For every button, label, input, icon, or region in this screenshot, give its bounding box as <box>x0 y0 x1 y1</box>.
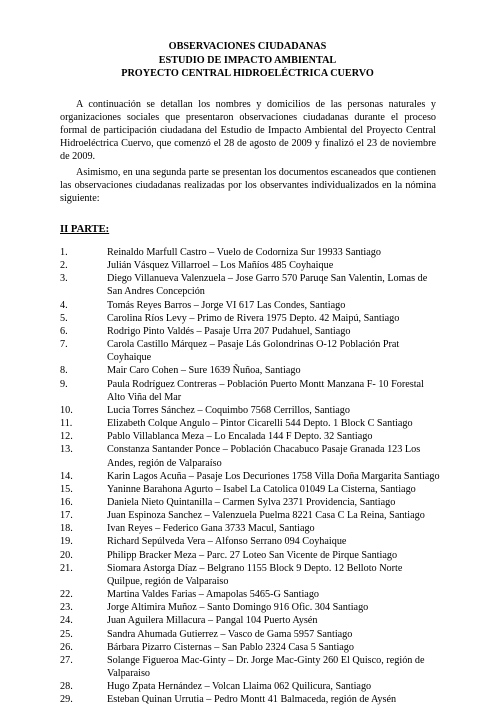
list-item <box>60 378 440 404</box>
item-text: Siomara Astorga Díaz – Belgrano 1155 Block 9 Depto. 12 Belloto Norte Quilpue, región de Valparaiso <box>107 562 403 587</box>
item-text: Carola Castillo Márquez – Pasaje Lás Golondrinas O-12 Población Prat Coyhaique <box>107 339 400 364</box>
list-item <box>60 588 440 601</box>
item-text: Sandra Ahumada Gutierrez – Vasco de Gama 5957 Santiago <box>107 628 353 640</box>
item-number: 26. <box>60 641 73 653</box>
item-number: 12. <box>60 431 73 443</box>
list-item <box>60 325 440 338</box>
item-text: Mair Caro Cohen – Sure 1639 Ñuñoa, Santiago <box>107 365 301 377</box>
list-item <box>60 272 440 298</box>
item-text: Carolina Ríos Levy – Primo de Rivera 1975 Depto. 42 Maipú, Santiago <box>107 312 400 324</box>
item-number: 8. <box>60 365 68 377</box>
item-text: Ivan Reyes – Federico Gana 3733 Macul, Santiago <box>107 523 315 535</box>
item-text: Constanza Santander Ponce – Población Chacabuco Pasaje Granada 123 Los Andes, región de Valparaíso <box>107 444 421 469</box>
item-text: Jorge Altimira Muñoz – Santo Domingo 916 Ofic. 304 Santiago <box>107 602 369 614</box>
document-title: OBSERVACIONES CIUDADANAS <box>168 41 327 52</box>
item-text: Bárbara Pizarro Cisternas – San Pablo 2324 Casa 5 Santiago <box>107 641 354 653</box>
list-item <box>60 483 440 496</box>
list-item <box>60 338 440 364</box>
item-text: Juan Aguilera Millacura – Pangal 104 Puerto Aysén <box>107 615 318 627</box>
list-item <box>60 364 440 377</box>
item-number: 10. <box>60 404 73 416</box>
list-item <box>60 535 440 548</box>
item-number: 21. <box>60 562 73 574</box>
item-number: 1. <box>60 247 68 258</box>
list-item <box>60 246 440 259</box>
item-text: Richard Sepúlveda Vera – Alfonso Serrano 094 Coyhaique <box>107 536 347 548</box>
project-title: PROYECTO CENTRAL HIDROELÉCTRICA CUERVO <box>121 68 374 79</box>
list-item <box>60 496 440 509</box>
item-number: 28. <box>60 681 73 693</box>
list-item <box>60 470 440 483</box>
item-number: 14. <box>60 470 73 482</box>
item-number: 3. <box>60 273 68 285</box>
item-text: Karin Lagos Acuña – Pasaje Los Decuriones 1758 Villa Doña Margarita Santiago <box>107 470 440 482</box>
item-text: Pablo Villablanca Meza – Lo Encalada 144 F Depto. 32 Santiago <box>107 431 373 443</box>
item-number: 5. <box>60 312 68 324</box>
item-text: Rodrigo Pinto Valdés – Pasaje Urra 207 Pudahuel, Santiago <box>107 325 351 337</box>
item-text: Hugo Zpata Hernández – Volcan Llaima 062 Quilicura, Santiago <box>107 681 372 693</box>
list-item <box>60 299 440 312</box>
document-title-block <box>0 40 495 81</box>
list-item <box>60 509 440 522</box>
item-text: Solange Figueroa Mac-Ginty – Dr. Jorge Mac-Ginty 260 El Quisco, región de Valparaiso <box>107 654 425 679</box>
list-item <box>60 654 440 680</box>
item-text: Esteban Quinan Urrutia – Pedro Montt 41 Balmaceda, región de Aysén <box>107 694 397 706</box>
list-item <box>60 562 440 588</box>
item-number: 13. <box>60 444 73 456</box>
item-number: 11. <box>60 418 73 430</box>
list-item <box>60 312 440 325</box>
item-text: Yaninne Barahona Agurto – Isabel La Catolica 01049 La Cisterna, Santiago <box>107 483 416 495</box>
list-item <box>60 680 440 693</box>
item-number: 19. <box>60 536 73 548</box>
item-number: 17. <box>60 510 73 522</box>
list-item <box>60 549 440 562</box>
observers-list <box>60 246 440 706</box>
item-number: 24. <box>60 615 73 627</box>
list-item <box>60 693 440 706</box>
item-number: 20. <box>60 549 73 561</box>
item-text: Julián Vásquez Villarroel – Los Mañíos 485 Coyhaique <box>107 260 334 272</box>
list-item <box>60 417 440 430</box>
item-number: 4. <box>60 299 68 311</box>
item-text: Martina Valdes Farias – Amapolas 5465-G Santiago <box>107 589 320 601</box>
item-number: 22. <box>60 589 73 601</box>
list-item <box>60 404 440 417</box>
item-text: Diego Villanueva Valenzuela – Jose Garro 570 Paruqe San Valentin, Lomas de San Andres Concepción <box>107 273 428 298</box>
item-number: 29. <box>60 694 73 706</box>
item-text: Elizabeth Colque Angulo – Pintor Cicarelli 544 Depto. 1 Block C Santiago <box>107 418 413 430</box>
item-number: 16. <box>60 496 73 508</box>
item-text: Lucia Torres Sánchez – Coquimbo 7568 Cerrillos, Santiago <box>107 404 350 416</box>
intro-paragraph: A continuación se detallan los nombres y domicilios de las personas naturales y organizaciones sociales que presentaron observaciones ciudadanas durante el proceso formal de participación ciudadana del Estudio de Impacto Ambiental del Proyecto Central Hidroeléctrica Cuervo, que comenzó el 28 de agosto de 2009 y finalizó el 23 de noviembre de 2009. <box>60 99 436 163</box>
item-number: 25. <box>60 628 73 640</box>
item-text: Juan Espinoza Sanchez – Valenzuela Puelma 8221 Casa C La Reina, Santiago <box>107 510 425 522</box>
item-text: Daniela Nieto Quintanilla – Carmen Sylva 2371 Providencia, Santiago <box>107 496 396 508</box>
list-item <box>60 628 440 641</box>
list-item <box>60 614 440 627</box>
list-item <box>60 601 440 614</box>
second-paragraph: Asimismo, en una segunda parte se presentan los documentos escaneados que contienen las observaciones ciudadanas realizadas por los observantes individualizados en la nómina siguiente: <box>60 167 436 205</box>
list-item <box>60 259 440 272</box>
item-number: 7. <box>60 339 68 351</box>
list-item <box>60 522 440 535</box>
item-text: Tomás Reyes Barros – Jorge VI 617 Las Condes, Santiago <box>107 299 346 311</box>
list-item <box>60 641 440 654</box>
item-number: 6. <box>60 325 68 337</box>
item-number: 2. <box>60 260 68 272</box>
item-number: 18. <box>60 523 73 535</box>
item-text: Paula Rodríguez Contreras – Población Puerto Montt Manzana F- 10 Forestal Alto Viña del Mar <box>107 378 424 403</box>
list-item <box>60 443 440 469</box>
item-number: 15. <box>60 483 73 495</box>
item-number: 9. <box>60 378 68 390</box>
item-number: 23. <box>60 602 73 614</box>
item-number: 27. <box>60 654 73 666</box>
item-text: Reinaldo Marfull Castro – Vuelo de Codorniza Sur 19933 Santiago <box>107 247 381 258</box>
list-item <box>60 430 440 443</box>
item-text: Philipp Bracker Meza – Parc. 27 Loteo San Vicente de Pirque Santiago <box>107 549 398 561</box>
document-subtitle: ESTUDIO DE IMPACTO AMBIENTAL <box>158 54 337 66</box>
section-heading: II PARTE: <box>60 224 110 235</box>
